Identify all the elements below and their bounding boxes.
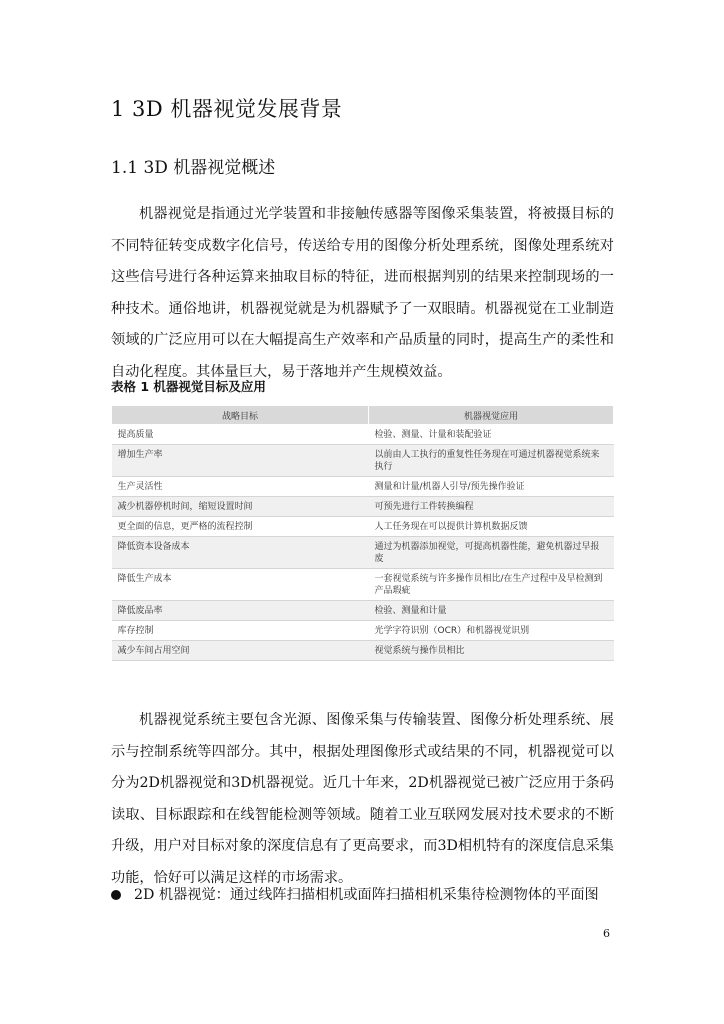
goal-cell: 更全面的信息，更严格的流程控制: [112, 517, 369, 537]
table-row: [112, 621, 614, 641]
systems-paragraph: 机器视觉系统主要包含光源、图像采集与传输装置、图像分析处理系统、展示与控制系统等四部分。其中，根据处理图像形式或结果的不同，机器视觉可以分为2D机器视觉和3D机器视觉。近几十年来，2D机器视觉已被广泛应用于条码读取、目标跟踪和在线智能检测等领域。随着工业互联网发展对技术要求的不断升级，用户对目标对象的深度信息有了更高要求，而3D相机特有的深度信息采集功能，恰好可以满足这样的市场需求。: [111, 712, 614, 886]
goal-cell: 提高质量: [112, 425, 369, 445]
bullet-item: [111, 884, 614, 904]
subsection-heading: 1.1 3D 机器视觉概述: [111, 158, 276, 178]
application-cell: 可预先进行工件转换编程: [369, 497, 614, 517]
bullet-dot-icon: [111, 890, 121, 900]
header-strategic-goal: 战略目标: [112, 406, 369, 425]
table-row: [112, 517, 614, 537]
application-cell: 人工任务现在可以提供计算机数据反馈: [369, 517, 614, 537]
table-row: [112, 641, 614, 661]
goal-cell: 生产灵活性: [112, 477, 369, 497]
goal-cell: 增加生产率: [112, 445, 369, 477]
section-heading: 1 3D 机器视觉发展背景: [111, 97, 343, 121]
table-row: [112, 425, 614, 445]
bullet-text: 2D 机器视觉：通过线阵扫描相机或面阵扫描相机采集待检测物体的平面图: [134, 887, 599, 903]
goal-cell: 降低废品率: [112, 601, 369, 621]
intro-paragraph: 机器视觉是指通过光学装置和非接触传感器等图像采集装置，将被摄目标的不同特征转变成数字化信号，传送给专用的图像分析处理系统，图像处理系统对这些信号进行各种运算来抽取目标的特征，进而根据判别的结果来控制现场的一种技术。通俗地讲，机器视觉就是为机器赋予了一双眼睛。机器视觉在工业制造领域的广泛应用可以在大幅提高生产效率和产品质量的同时，提高生产的柔性和自动化程度。其体量巨大，易于落地并产生规模效益。: [111, 206, 614, 380]
goal-cell: 库存控制: [112, 621, 369, 641]
table-row: [112, 537, 614, 569]
table-header-row: [112, 406, 614, 425]
goal-cell: 降低资本设备成本: [112, 537, 369, 569]
application-cell: 测量和计量/机器人引导/预先操作验证: [369, 477, 614, 497]
application-cell: 通过为机器添加视觉，可提高机器性能，避免机器过早报废: [369, 537, 614, 569]
application-cell: 视觉系统与操作员相比: [369, 641, 614, 661]
application-cell: 一套视觉系统与许多操作员相比/在生产过程中及早检测到产品瑕疵: [369, 569, 614, 601]
table-row: [112, 569, 614, 601]
application-cell: 检验、测量、计量和装配验证: [369, 425, 614, 445]
table-caption: 表格 1 机器视觉目标及应用: [111, 379, 266, 394]
table-row: [112, 497, 614, 517]
goal-cell: 降低生产成本: [112, 569, 369, 601]
page-number: 6: [603, 927, 610, 940]
goal-cell: 减少车间占用空间: [112, 641, 369, 661]
application-cell: 以前由人工执行的重复性任务现在可通过机器视觉系统来执行: [369, 445, 614, 477]
goal-cell: 减少机器停机时间，缩短设置时间: [112, 497, 369, 517]
header-vision-application: 机器视觉应用: [369, 406, 614, 425]
goals-applications-table: [111, 405, 614, 661]
table-row: [112, 477, 614, 497]
application-cell: 检验、测量和计量: [369, 601, 614, 621]
application-cell: 光学字符识别（OCR）和机器视觉识别: [369, 621, 614, 641]
table-row: [112, 445, 614, 477]
table-row: [112, 601, 614, 621]
